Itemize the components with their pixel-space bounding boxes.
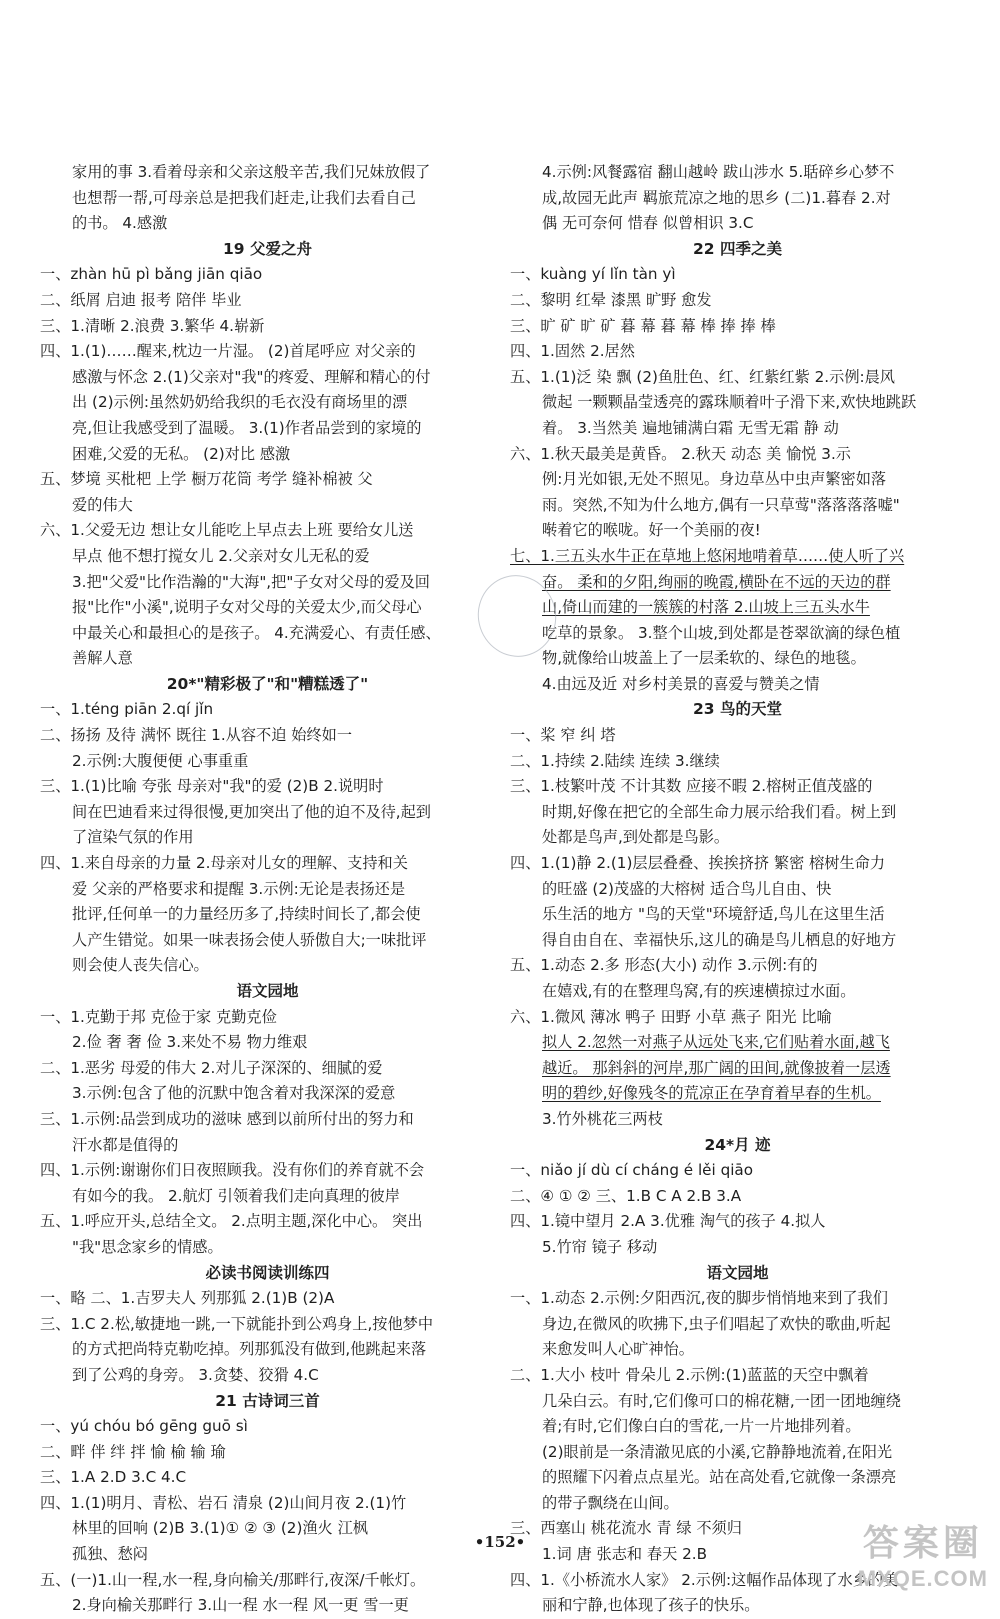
answer-line: 爱的伟大	[72, 495, 133, 514]
answer-line: 五、1.呼应开头,总结全文。 2.点明主题,深化中心。 突出	[40, 1212, 423, 1231]
answer-line: 的方式把尚特克勒吃掉。列那狐没有做到,他跳起来落	[72, 1340, 427, 1359]
answer-line: "我"思念家乡的情感。	[72, 1237, 223, 1256]
answer-line: 越近。 那斜斜的河岸,那广阔的田间,就像披着一层透	[542, 1058, 891, 1077]
answer-line: 爱 父亲的严格要求和提醒 3.示例:无论是表扬还是	[72, 879, 406, 898]
answer-line: 一、zhàn hū pì bǎng jiān qiāo	[40, 265, 263, 284]
answer-line: 5.竹帘 镜子 移动	[542, 1237, 658, 1256]
answer-line: 一、桨 窄 纠 塔	[510, 726, 616, 745]
answer-line: 二、畔 伴 绊 拌 愉 榆 输 瑜	[40, 1442, 226, 1461]
answer-line: 的带子飘绕在山间。	[542, 1493, 679, 1512]
answer-line: 乐生活的地方 "鸟的天堂"环境舒适,鸟儿在这里生活	[542, 905, 885, 924]
answer-line: 四、1.镜中望月 2.A 3.优雅 淘气的孩子 4.拟人	[510, 1212, 826, 1231]
section-title: 22 四季之美	[693, 239, 782, 258]
answer-line: 3.示例:包含了他的沉默中饱含着对我深深的爱意	[72, 1084, 396, 1103]
section-title: 24*月 迹	[704, 1135, 771, 1154]
answer-line: 处都是鸟声,到处都是鸟影。	[542, 828, 730, 847]
answer-line: 时期,好像在把它的全部生命力展示给我们看。树上到	[542, 802, 897, 821]
answer-line: 五、1.(1)泛 染 飘 (2)鱼肚色、红、红紫红紫 2.示例:晨风	[510, 367, 895, 386]
answer-line: 3.把"父爱"比作浩瀚的"大海",把"子女对父母的爱及回	[72, 572, 430, 591]
answer-line: 物,就像给山坡盖上了一层柔软的、绿色的地毯。	[542, 649, 866, 668]
answer-line: 五、(一)1.山一程,水一程,身向榆关/那畔行,夜深/千帐灯。	[40, 1570, 426, 1589]
answer-line: 感激与怀念 2.(1)父亲对"我"的疼爱、理解和精心的付	[72, 367, 431, 386]
answer-line: 四、1.(1)明月、青松、岩石 清泉 (2)山间月夜 2.(1)竹	[40, 1493, 407, 1512]
answer-line: 二、1.持续 2.陆续 连续 3.继续	[510, 751, 720, 770]
answer-line: 明的碧纱,好像残冬的荒凉正在孕育着早春的生机。	[542, 1084, 881, 1103]
watermark-url: MXQE.COM	[857, 1566, 988, 1591]
section-title: 语文园地	[236, 982, 299, 1000]
answer-line: 三、1.A 2.D 3.C 4.C	[40, 1468, 187, 1487]
answer-line: 成,故园无此声 羁旅荒凉之地的思乡 (二)1.暮春 2.对	[542, 188, 891, 207]
answer-line: 三、1.示例:品尝到成功的滋味 感到以前所付出的努力和	[40, 1109, 414, 1128]
section-title: 必读书阅读训练四	[205, 1263, 330, 1282]
answer-line: 身边,在微风的吹拂下,虫子们唱起了欢快的歌曲,听起	[542, 1314, 891, 1333]
answer-line: 微起 一颗颗晶莹透亮的露珠顺着叶子滑下来,欢快地跳跃	[542, 393, 917, 412]
answer-line: 孤独、愁闷	[72, 1545, 148, 1564]
answer-line: 六、1.微风 薄冰 鸭子 田野 小草 燕子 阳光 比喻	[510, 1007, 832, 1026]
answer-line: 一、1.téng piān 2.qí jǐn	[40, 700, 214, 719]
answer-line: 二、扬扬 及待 满怀 既往 1.从容不迫 始终如一	[40, 726, 353, 745]
answer-line: 吃草的景象。 3.整个山坡,到处都是苍翠欲滴的绿色植	[542, 623, 901, 642]
answer-line: 偶 无可奈何 惜春 似曾相识 3.C	[542, 214, 754, 233]
answer-line: 报"比作"小溪",说明子女对父母的关爱太少,而父母心	[72, 598, 422, 617]
answer-line: 奋。 柔和的夕阳,绚丽的晚霞,横卧在不远的天边的群	[542, 572, 891, 591]
answer-line: 1.词 唐 张志和 春天 2.B	[542, 1545, 708, 1564]
answer-line: 三、1.清晰 2.浪费 3.繁华 4.崭新	[40, 316, 265, 335]
answer-line: 4.示例:风餐露宿 翻山越岭 跋山涉水 5.聒碎乡心梦不	[542, 163, 895, 181]
answer-line: 着;有时,它们像白白的雪花,一片一片地排列着。	[542, 1417, 861, 1436]
answer-line: 二、纸屑 启迪 报考 陪伴 毕业	[40, 290, 242, 309]
answer-line: 三、西塞山 桃花流水 青 绿 不须归	[510, 1519, 742, 1538]
answer-line: 批评,任何单一的力量经历多了,持续时间长了,都会使	[72, 905, 421, 924]
answer-line: 三、1.枝繁叶茂 不计其数 应接不暇 2.榕树正值茂盛的	[510, 777, 873, 796]
section-title: 23 鸟的天堂	[693, 700, 782, 719]
answer-line: 2.示例:大腹便便 心事重重	[72, 751, 249, 770]
answer-line: 一、kuàng yí lǐn tàn yì	[510, 265, 676, 284]
answer-line: 也想帮一帮,可母亲总是把我们赶走,让我们去看自己	[72, 188, 416, 207]
answer-line: 二、黎明 红晕 漆黑 旷野 愈发	[510, 290, 712, 309]
left-column	[40, 160, 495, 1619]
answer-line: 二、1.大小 枝叶 骨朵儿 2.示例:(1)蓝蓝的天空中飘着	[510, 1365, 869, 1384]
answer-line: 四、1.示例:谢谢你们日夜照顾我。没有你们的养育就不会	[40, 1161, 425, 1180]
answer-line: 六、1.秋天最美是黄昏。 2.秋天 动态 美 愉悦 3.示	[510, 444, 851, 463]
answer-line: 山,倚山而建的一簇簇的村落 2.山坡上三五头水牛	[542, 598, 870, 617]
answer-line: 着。 3.当然美 遍地铺满白霜 无雪无霜 静 动	[542, 418, 839, 437]
answer-line: 啭着它的喉咙。好一个美丽的夜!	[542, 521, 761, 540]
answer-line: (2)眼前是一条清澈见底的小溪,它静静地流着,在阳光	[542, 1442, 893, 1461]
answer-line: 一、1.克勤于邦 克俭于家 克勤克俭	[40, 1007, 277, 1026]
answer-line: 汗水都是值得的	[72, 1135, 179, 1154]
answer-line: 善解人意	[72, 649, 133, 668]
answer-line: 二、1.恶劣 母爱的伟大 2.对儿子深深的、细腻的爱	[40, 1058, 383, 1077]
watermark-text: 答案圈	[862, 1522, 983, 1563]
answer-line: 三、旷 矿 旷 矿 暮 幕 暮 幕 棒 捧 捧 棒	[510, 316, 776, 335]
answer-line: 有如今的我。 2.航灯 引领着我们走向真理的彼岸	[72, 1186, 400, 1205]
answer-line: 3.竹外桃花三两枝	[542, 1109, 663, 1128]
answer-line: 丽和宁静,也体现了孩子的快乐。	[542, 1596, 760, 1615]
answer-line: 的照耀下闪着点点星光。站在高处看,它就像一条漂亮	[542, 1468, 897, 1487]
watermark-logo	[858, 1515, 988, 1592]
section-title: 20*"精彩极了"和"糟糕透了"	[166, 674, 369, 693]
answer-line: 四、1.(1)静 2.(1)层层叠叠、挨挨挤挤 繁密 榕树生命力	[510, 854, 886, 873]
answer-line: 中最关心和最担心的是孩子。 4.充满爱心、有责任感、	[72, 623, 441, 642]
right-column	[510, 160, 965, 1619]
answer-line: 4.由远及近 对乡村美景的喜爱与赞美之情	[542, 674, 820, 693]
section-title: 19 父爱之舟	[223, 239, 312, 258]
answer-line: 七、1.三五头水牛正在草地上悠闲地啃着草……使人听了兴	[510, 546, 905, 565]
answer-line: 人产生错觉。如果一味表扬会使人骄傲自大;一味批评	[72, 930, 427, 949]
answer-line: 2.身向榆关那畔行 3.山一程 水一程 风一更 雪一更	[72, 1596, 409, 1615]
answer-line: 早点 他不想打搅女儿 2.父亲对女儿无私的爱	[72, 546, 370, 565]
answer-line: 几朵白云。有时,它们像可口的棉花糖,一团一团地缠绕	[542, 1391, 901, 1410]
answer-line: 一、1.动态 2.示例:夕阳西沉,夜的脚步悄悄地来到了我们	[510, 1289, 888, 1308]
answer-line: 的书。 4.感激	[72, 214, 168, 233]
answer-line: 拟人 2.忽然一对燕子从远处飞来,它们贴着水面,越飞	[542, 1033, 890, 1052]
answer-line: 三、1.(1)比喻 夸张 母亲对"我"的爱 (2)B 2.说明时	[40, 777, 384, 796]
answer-line: 四、1.固然 2.居然	[510, 342, 635, 361]
answer-line: 家用的事 3.看着母亲和父亲这般辛苦,我们兄妹放假了	[72, 163, 431, 181]
answer-line: 2.俭 奢 奢 俭 3.来处不易 物力维艰	[72, 1033, 308, 1052]
answer-line: 困难,父爱的无私。 (2)对比 感激	[72, 444, 291, 463]
answer-line: 三、1.C 2.松,敏捷地一跳,一下就能扑到公鸡身上,按他梦中	[40, 1314, 434, 1333]
answer-line: 雨。突然,不知为什么地方,偶有一只草莺"落落落落嘘"	[542, 495, 900, 514]
answer-line: 四、1.《小桥流水人家》 2.示例:这幅作品体现了水乡的美	[510, 1570, 899, 1589]
answer-line: 则会使人丧失信心。	[72, 956, 209, 975]
answer-line: 林里的回响 (2)B 3.(1)① ② ③ (2)渔火 江枫	[72, 1519, 368, 1538]
answer-line: 间在巴迪看来过得很慢,更加突出了他的迫不及待,起到	[72, 802, 431, 821]
answer-line: 了渲染气氛的作用	[72, 828, 194, 847]
answer-line: 五、1.动态 2.多 形态(大小) 动作 3.示例:有的	[510, 956, 818, 975]
answer-line: 例:月光如银,无处不照见。身边草丛中虫声繁密如落	[542, 470, 887, 489]
answer-line: 一、略 二、1.吉罗夫人 列那狐 2.(1)B (2)A	[40, 1289, 335, 1308]
answer-line: 六、1.父爱无边 想让女儿能吃上早点去上班 要给女儿送	[40, 521, 414, 540]
answer-line: 的旺盛 (2)茂盛的大榕树 适合鸟儿自由、快	[542, 879, 832, 898]
section-title: 21 古诗词三首	[215, 1391, 320, 1410]
answer-line: 四、1.(1)……醒来,枕边一片湿。 (2)首尾呼应 对父亲的	[40, 342, 416, 361]
answer-line: 在嬉戏,有的在整理鸟窝,有的疾速横掠过水面。	[542, 982, 856, 1000]
page-number: •152•	[474, 1533, 526, 1551]
section-title: 语文园地	[706, 1263, 769, 1282]
answer-line: 五、梦境 买枇杷 上学 橱万花筒 考学 缝补棉被 父	[40, 470, 373, 489]
answer-line: 四、1.来自母亲的力量 2.母亲对儿女的理解、支持和关	[40, 854, 408, 873]
answer-line: 得自由自在、幸福快乐,这儿的确是鸟儿栖息的好地方	[542, 930, 897, 949]
answer-line: 来愈发叫人心旷神怡。	[542, 1340, 694, 1359]
answer-line: 二、④ ① ② 三、1.B C A 2.B 3.A	[510, 1186, 742, 1205]
answer-line: 亮,但让我感受到了温暖。 3.(1)作者品尝到的家境的	[72, 418, 422, 437]
answer-line: 一、niǎo jí dù cí cháng é lěi qiāo	[510, 1161, 754, 1180]
answer-line: 出 (2)示例:虽然奶奶给我织的毛衣没有商场里的漂	[72, 393, 408, 412]
answer-line: 到了公鸡的身旁。 3.贪婪、狡猾 4.C	[72, 1365, 319, 1384]
answer-line: 一、yú chóu bó gēng guō sì	[40, 1417, 248, 1436]
